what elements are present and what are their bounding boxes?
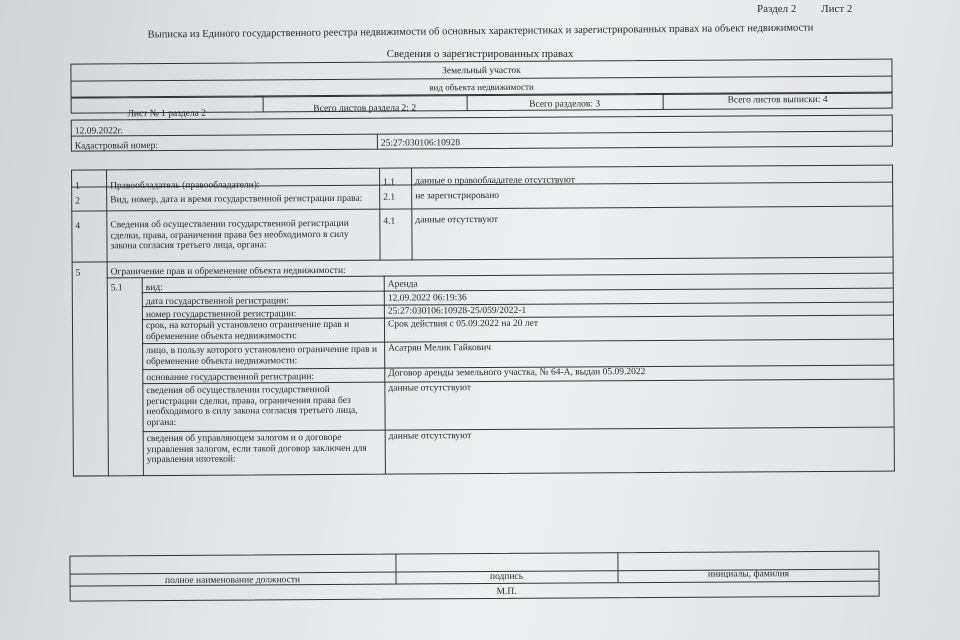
row-1-value: данные о правообладателе отсутствуют (415, 175, 575, 187)
object-name: Земельный участок (442, 65, 521, 77)
object-kind-caption: вид объекта недвижимости (429, 81, 534, 93)
row-5-number: 5 (75, 268, 81, 279)
row-4-label: Сведения об осуществлении государственной регистрации сделки, права, ограничения права без необходимого в силу закона согласия третьего лица, органа: (110, 218, 349, 252)
encumbrance-kind-value: Аренда (387, 279, 418, 290)
row-5-code: 5.1 (110, 283, 123, 294)
row-2-label: Вид, номер, дата и время государственной регистрации права: (110, 193, 363, 206)
signature-caption: подпись (489, 571, 524, 583)
third-party-consent-value: данные отсутствуют (388, 383, 472, 394)
cadastral-label: Кадастровый номер: (74, 141, 158, 152)
term-label: срок, на который установлено ограничение прав и обременение объекта недвижимости: (145, 319, 350, 342)
row-2-number: 2 (75, 196, 81, 207)
registration-date-value: 12.09.2022 06:19:36 (387, 293, 467, 304)
extract-date: 12.09.2022г. (74, 126, 123, 137)
encumbrance-kind-label: вид: (145, 283, 163, 294)
cadastral-number: 25:27:030106:10928 (380, 138, 461, 149)
registration-basis-value: Договор аренды земельного участка, № 64-А, выдан 05.09.2022 (388, 367, 646, 379)
total-section-sheets: Всего листов раздела 2: 2 (313, 103, 417, 115)
row-4-code: 4.1 (383, 216, 396, 227)
row-1-number: 1 (75, 181, 80, 192)
row-1-code: 1.1 (383, 177, 396, 188)
third-party-consent-label: сведения об осуществлении государственной регистрации сделки, права, ограничения права без необходимого в силу закона согласия третьего лица, органа: (146, 384, 358, 428)
registration-basis-label: основание государственной регистрации: (146, 372, 315, 384)
beneficiary-value: Асатрян Мелик Гайкович (388, 343, 492, 354)
registration-number-label: номер государственной регистрации: (145, 309, 297, 321)
position-caption: полное наименование должности (164, 575, 301, 587)
row-4-value: данные отсутствуют (415, 214, 498, 226)
pledge-manager-label: сведения об управляющем залогом и о договоре управления залогом, если такой договор заключен для управления ипотекой: (146, 432, 367, 466)
row-1-label: Правообладатель (правообладатели): (110, 180, 260, 192)
beneficiary-label: лицо, в пользу которого установлено ограничение прав и обременение объекта недвижимости: (146, 344, 378, 367)
row-4-number: 4 (75, 221, 81, 232)
section-label: Раздел 2 (757, 3, 797, 15)
pledge-manager-value: данные отсутствуют (388, 431, 472, 442)
registration-number-value: 25:27:030106:10928-25/059/2022-1 (387, 305, 527, 317)
sheet-label: Лист 2 (821, 3, 853, 15)
row-2-value: не зарегистрировано (415, 190, 500, 202)
term-value: Срок действия с 05.09.2022 на 20 лет (387, 318, 539, 330)
document-title: Выписка из Единого государственного реестра недвижимости об основных характеристиках и зарегистрированных правах на объект недвижимости (147, 22, 814, 41)
row-2-code: 2.1 (383, 192, 396, 203)
document-subtitle: Сведения о зарегистрированных правах (386, 48, 574, 60)
total-extract-sheets: Всего листов выписки: 4 (727, 94, 828, 106)
total-sections: Всего разделов: 3 (529, 99, 601, 110)
registration-date-label: дата государственной регистрации: (145, 296, 289, 308)
row-5-label: Ограничение прав и обременение объекта недвижимости: (110, 265, 346, 278)
sheet-of-section: Лист № 1 раздела 2 (127, 108, 206, 120)
name-caption: инициалы, фамилия (707, 569, 790, 580)
stamp-mark: М.П. (496, 586, 517, 597)
